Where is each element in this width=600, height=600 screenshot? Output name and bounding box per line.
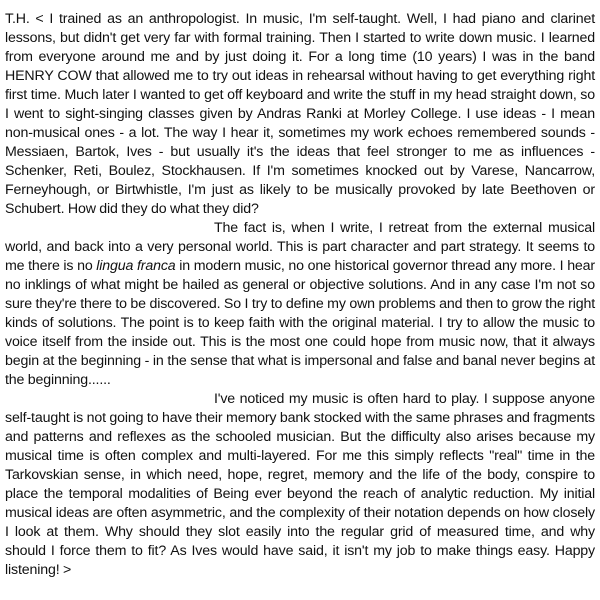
paragraph-musical-time-text: I've noticed my music is often hard to play. I suppose anyone self-taught is not going to have their memory bank stocked with the same phrases and fragments and patterns and reflexes as the schooled musician. But the difficulty also arises because my musical time is often complex and multi-layered. For me this simply reflects "real" time in the Tarkovskian sense, in which need, hope, regret, memory and the life of the body, conspire to place the temporal modalities of Being ever beyond the reach of analytic reduction. My initial musical ideas are often asymmetric, and the complexity of their notation depends on how closely I look at them. Why should they slot easily into the regular grid of measured time, and why should I force them to fit? As Ives would have said, it isn't my job to make things easy. Happy listening! > [5,391,595,578]
paragraph-musical-time [5,390,595,580]
italic-term-lingua-franca: lingua franca [96,258,176,274]
paragraph-personal-world [5,219,595,390]
paragraph-background [5,10,595,219]
paragraph-background-text: T.H. < I trained as an anthropologist. In music, I'm self-taught. Well, I had piano and clarinet lessons, but didn't get very far with formal training. Then I started to write down music. I learned from everyone around me and by just doing it. For a long time (10 years) I was in the band HENRY COW that allowed me to try out ideas in rehearsal without having to get everything right first time. Much later I wanted to get off keyboard and write the stuff in my head straight down, so I went to sight-singing classes given by Andras Ranki at Morley College. I use ideas - I mean non-musical ones - a lot. The way I hear it, sometimes my work echoes remembered sounds - Messiaen, Bartok, Ives - but usually it's the ideas that feel stronger to me as influences - Schenker, Reti, Boulez, Stockhausen. If I'm sometimes knocked out by Varese, Nancarrow, Ferneyhough, or Birtwhistle, I'm just as likely to be musically provoked by late Beethoven or Schubert. How did they do what they did? [5,11,595,217]
paragraph-personal-world-text-start: The fact is, when I write, I retreat from the external musical world, and back into a very personal world. This is part character and part strategy. It seems to me there is no [5,220,595,274]
paragraph-personal-world-text-end: in modern music, no one historical governor thread any more. I hear no inklings of what might be hailed as general or objective solutions. And in any case I'm not so sure they're there to be discovered. So I try to define my own problems and then to grow the right kinds of solutions. The point is to keep faith with the original material. I try to allow the music to voice itself from the inside out. This is the most one could hope from music now, that it always begin at the beginning - in the sense that what is impersonal and false and banal never begins at the beginning...... [5,258,595,388]
interview-text [5,10,595,580]
